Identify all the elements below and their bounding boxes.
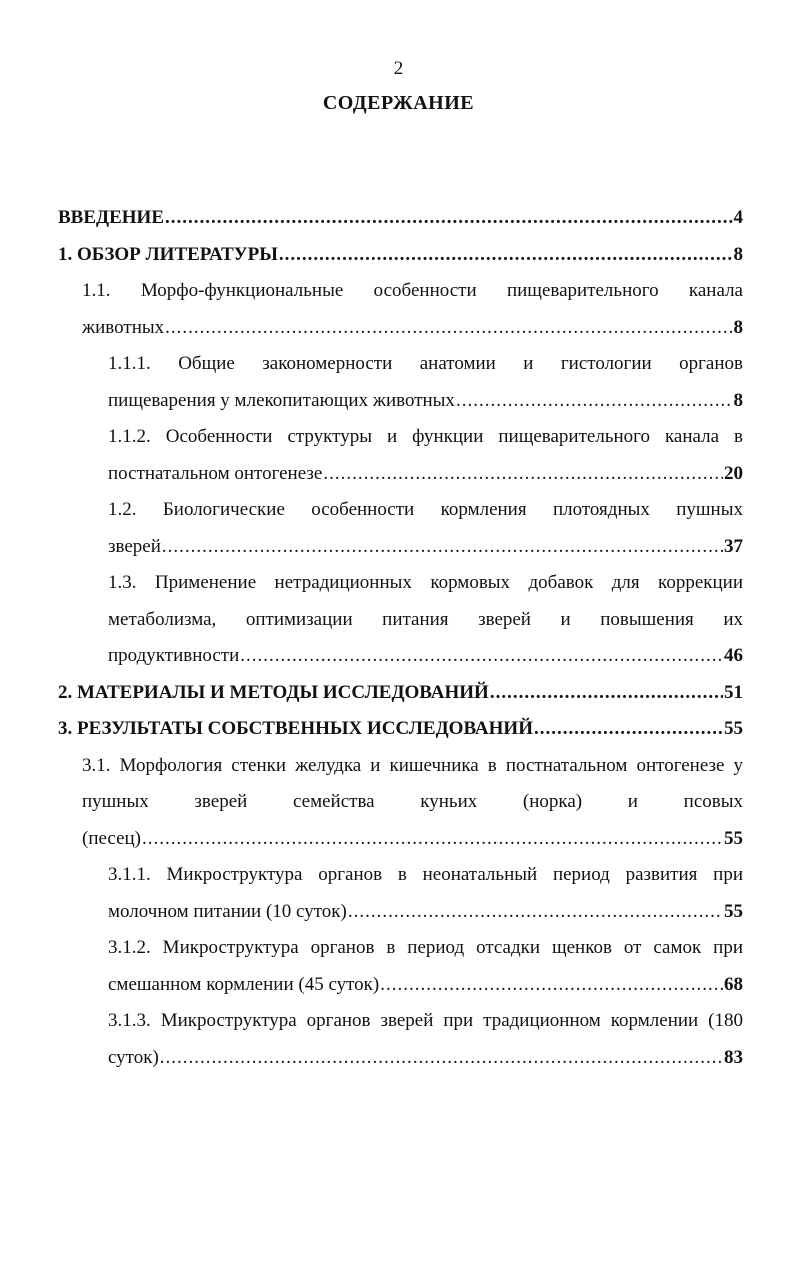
toc-entry <box>58 711 743 748</box>
toc-entry-title: ВВЕДЕНИЕ <box>58 207 164 228</box>
toc-entry-line: 1.1.2. Особенности структуры и функции пищеварительного канала в <box>108 426 743 447</box>
dot-leader <box>165 310 732 347</box>
dot-leader <box>380 967 723 1004</box>
toc-entry-title: 2. МАТЕРИАЛЫ И МЕТОДЫ ИССЛЕДОВАНИЙ <box>58 681 489 703</box>
toc-entry-line: 1.3. Применение нетрадиционных кормовых добавок для коррекции <box>108 572 743 593</box>
toc-entry-title: зверей <box>108 535 161 557</box>
dot-leader <box>534 711 723 748</box>
toc-entry <box>58 1003 743 1076</box>
toc-entry-line: 3.1.3. Микроструктура органов зверей при традиционном кормлении (180 <box>108 1010 743 1031</box>
toc-entry-line: метаболизма, оптимизации питания зверей и повышения их <box>108 608 743 630</box>
dot-leader <box>142 821 723 858</box>
toc-entry-title: суток) <box>108 1046 159 1068</box>
toc-entry-line: 1.1.1. Общие закономерности анатомии и гистологии органов <box>108 353 743 374</box>
toc-page-number: 46 <box>724 645 743 666</box>
toc-entry-title: постнатальном онтогенезе <box>108 462 323 484</box>
toc-entry <box>58 273 743 346</box>
toc-entry <box>58 237 743 274</box>
toc-entry-title: пищеварения у млекопитающих животных <box>108 389 455 411</box>
toc-entry-title: продуктивности <box>108 645 240 666</box>
dot-leader <box>323 456 723 493</box>
dot-leader <box>240 638 723 675</box>
toc-entry <box>58 565 743 675</box>
toc-page-number: 55 <box>724 718 743 739</box>
toc-page-number: 8 <box>733 243 743 265</box>
toc-entry-line: 3.1.2. Микроструктура органов в период отсадки щенков от самок при <box>108 937 743 958</box>
dot-leader <box>162 529 723 566</box>
toc-entry <box>58 419 743 492</box>
dot-leader <box>348 894 723 931</box>
toc-entry-title: 1. ОБЗОР ЛИТЕРАТУРЫ <box>58 243 278 265</box>
page-number: 2 <box>393 58 404 79</box>
toc-page-number: 8 <box>733 389 743 411</box>
toc-page-number: 68 <box>724 973 743 995</box>
toc-page-number: 83 <box>724 1046 743 1068</box>
dot-leader <box>165 200 733 237</box>
dot-leader <box>456 383 733 420</box>
toc-entry <box>58 492 743 565</box>
toc-entry-line: 1.2. Биологические особенности кормления плотоядных пушных <box>108 499 743 520</box>
toc-page-number: 20 <box>724 462 743 484</box>
toc-entry-line: 3.1. Морфология стенки желудка и кишечника в постнатальном онтогенезе у <box>82 754 743 776</box>
toc-entry <box>58 748 743 858</box>
toc-page-number: 4 <box>733 207 743 228</box>
dot-leader <box>160 1040 723 1077</box>
page-title: СОДЕРЖАНИЕ <box>322 92 475 114</box>
toc-page-number: 55 <box>724 827 743 849</box>
toc-entry <box>58 346 743 419</box>
toc-entry-title: смешанном кормлении (45 суток) <box>108 973 380 995</box>
toc-entry-title: 3. РЕЗУЛЬТАТЫ СОБСТВЕННЫХ ИССЛЕДОВАНИЙ <box>58 718 533 739</box>
toc-page-number: 51 <box>724 681 743 703</box>
toc-page-number: 37 <box>724 535 743 557</box>
table-of-contents <box>58 200 743 1076</box>
dot-leader <box>279 237 733 274</box>
toc-entry-line: 3.1.1. Микроструктура органов в неонатальный период развития при <box>108 864 743 885</box>
toc-entry-title: (песец) <box>82 827 141 849</box>
dot-leader <box>490 675 723 712</box>
toc-page-number: 55 <box>724 900 743 922</box>
toc-entry <box>58 200 743 237</box>
toc-entry-title: животных <box>82 316 165 338</box>
toc-entry-title: молочном питании (10 суток) <box>108 900 347 922</box>
toc-entry <box>58 930 743 1003</box>
toc-entry-line: пушных зверей семейства куньих (норка) и псовых <box>82 791 743 812</box>
toc-entry-line: 1.1. Морфо-функциональные особенности пищеварительного канала <box>82 280 743 301</box>
toc-entry <box>58 857 743 930</box>
toc-page-number: 8 <box>733 316 743 338</box>
toc-entry <box>58 675 743 712</box>
